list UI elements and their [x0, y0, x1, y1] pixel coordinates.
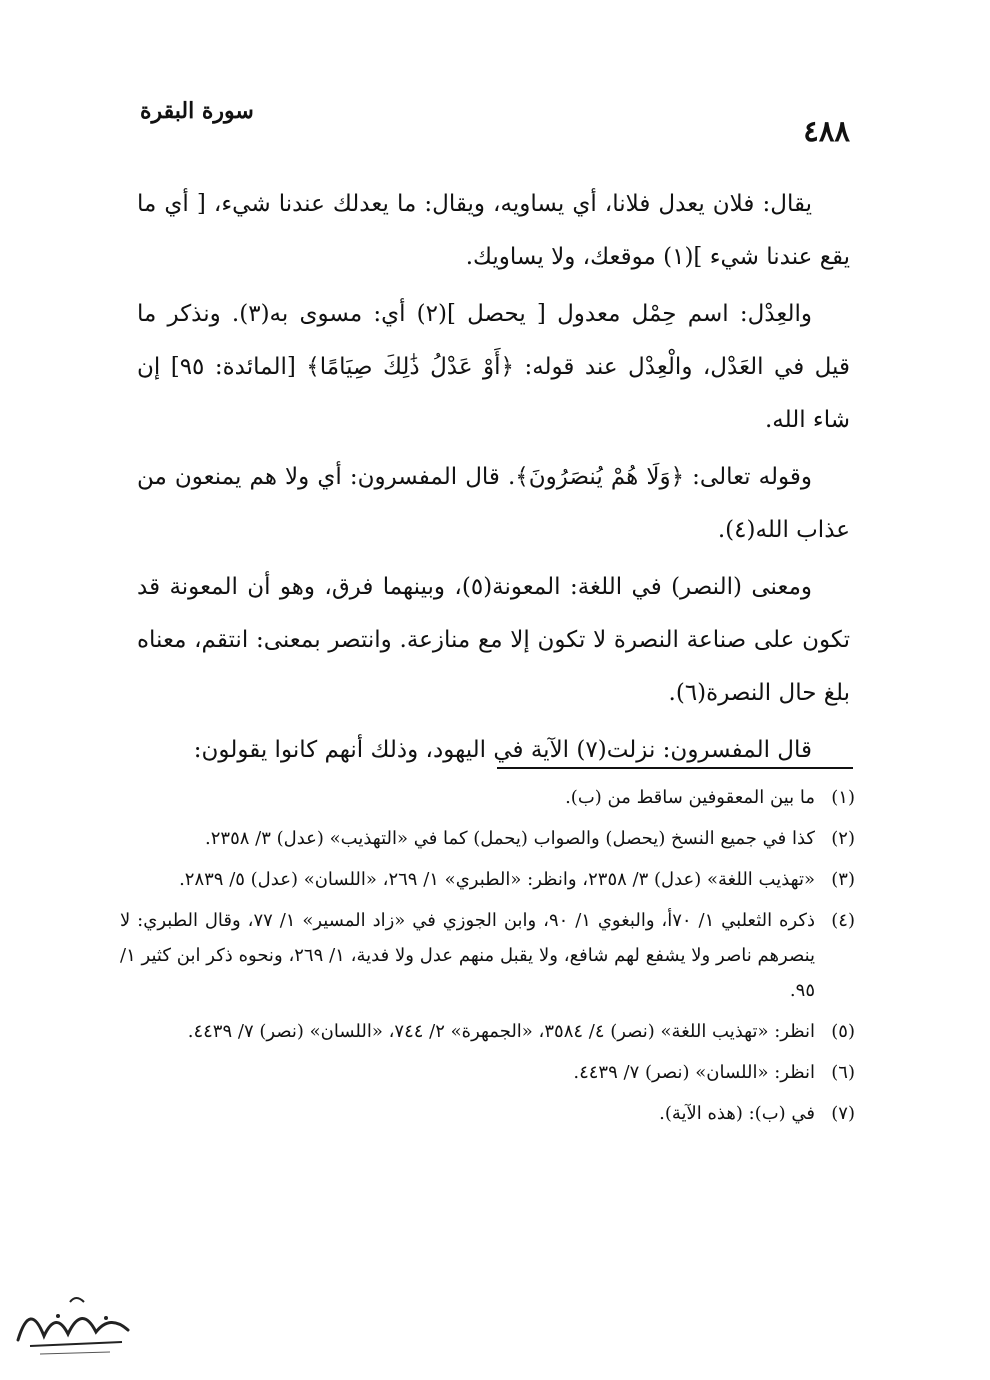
paragraph: والعِدْل: اسم حِمْل معدول [ يحصل ](٢) أي: مسوى به(٣). ونذكر ما قيل في العَدْل، والْعِدْل عند قوله: ﴿أَوْ عَدْلُ ذَٰلِكَ صِيَامًا﴾ [المائدة: ٩٥] إن شاء الله.	[137, 301, 850, 433]
footnote	[120, 1014, 855, 1049]
page-header	[140, 92, 850, 152]
footnote-divider	[497, 767, 853, 769]
footnote	[120, 1096, 855, 1131]
footnote-number: (١)	[831, 787, 855, 808]
footnote	[120, 903, 855, 1008]
page-number: ٤٨٨	[803, 114, 850, 148]
footnote-number: (٧)	[831, 1103, 855, 1124]
footnote-text: انظر: «تهذيب اللغة» (نصر) ٤/ ٣٥٨٤، «الجمهرة» ٢/ ٧٤٤، «اللسان» (نصر) ٧/ ٤٤٣٩.	[187, 1021, 815, 1042]
footnote	[120, 1055, 855, 1090]
paragraph: وقوله تعالى: ﴿وَلَا هُمْ يُنصَرُونَ﴾. قال المفسرون: أي ولا هم يمنعون من عذاب الله(٤).	[137, 464, 850, 543]
footnote-text: ما بين المعقوفين ساقط من (ب).	[565, 787, 815, 808]
paragraph: يقال: فلان يعدل فلانا، أي يساويه، ويقال: ما يعدلك عندنا شيء، [ أي ما يقع عندنا شيء ](١) موقعك، ولا يساويك.	[137, 191, 850, 270]
paragraph: قال المفسرون: نزلت(٧) الآية في اليهود، وذلك أنهم كانوا يقولون:	[193, 737, 812, 763]
footnote-number: (٢)	[831, 828, 855, 849]
footnote-number: (٤)	[831, 910, 855, 931]
footnotes	[120, 780, 855, 1137]
footnote-text: ذكره الثعلبي ١/ ٧٠أ، والبغوي ١/ ٩٠، وابن الجوزي في «زاد المسير» ١/ ٧٧، وقال الطبري: لا ينصرهم ناصر ولا يشفع لهم شافع، ولا يقبل منهم عدل ولا فدية، ١/ ٢٦٩، ونحوه ذكر ابن كثير ١/ ٩٥.	[120, 910, 816, 1001]
footnote	[120, 862, 855, 897]
main-text	[137, 178, 850, 777]
footnote	[120, 821, 855, 856]
footnote-number: (٣)	[831, 869, 855, 890]
watermark-logo	[10, 1290, 140, 1360]
footnote-text: في (ب): (هذه الآية).	[659, 1103, 815, 1124]
running-title: سورة البقرة	[140, 98, 254, 124]
paragraph: ومعنى (النصر) في اللغة: المعونة(٥)، وبينهما فرق، وهو أن المعونة قد تكون على صناعة النصرة لا تكون إلا مع منازعة. وانتصر بمعنى: انتقم، معناه بلغ حال النصرة(٦).	[137, 574, 850, 706]
footnote-text: انظر: «اللسان» (نصر) ٧/ ٤٤٣٩.	[573, 1062, 815, 1083]
footnote-text: «تهذيب اللغة» (عدل) ٣/ ٢٣٥٨، وانظر: «الطبري» ١/ ٢٦٩، «اللسان» (عدل) ٥/ ٢٨٣٩.	[179, 869, 815, 890]
footnote-number: (٥)	[831, 1021, 855, 1042]
footnote-number: (٦)	[831, 1062, 855, 1083]
footnote	[120, 780, 855, 815]
footnote-text: كذا في جميع النسخ (يحصل) والصواب (يحمل) كما في «التهذيب» (عدل) ٣/ ٢٣٥٨.	[205, 828, 815, 849]
